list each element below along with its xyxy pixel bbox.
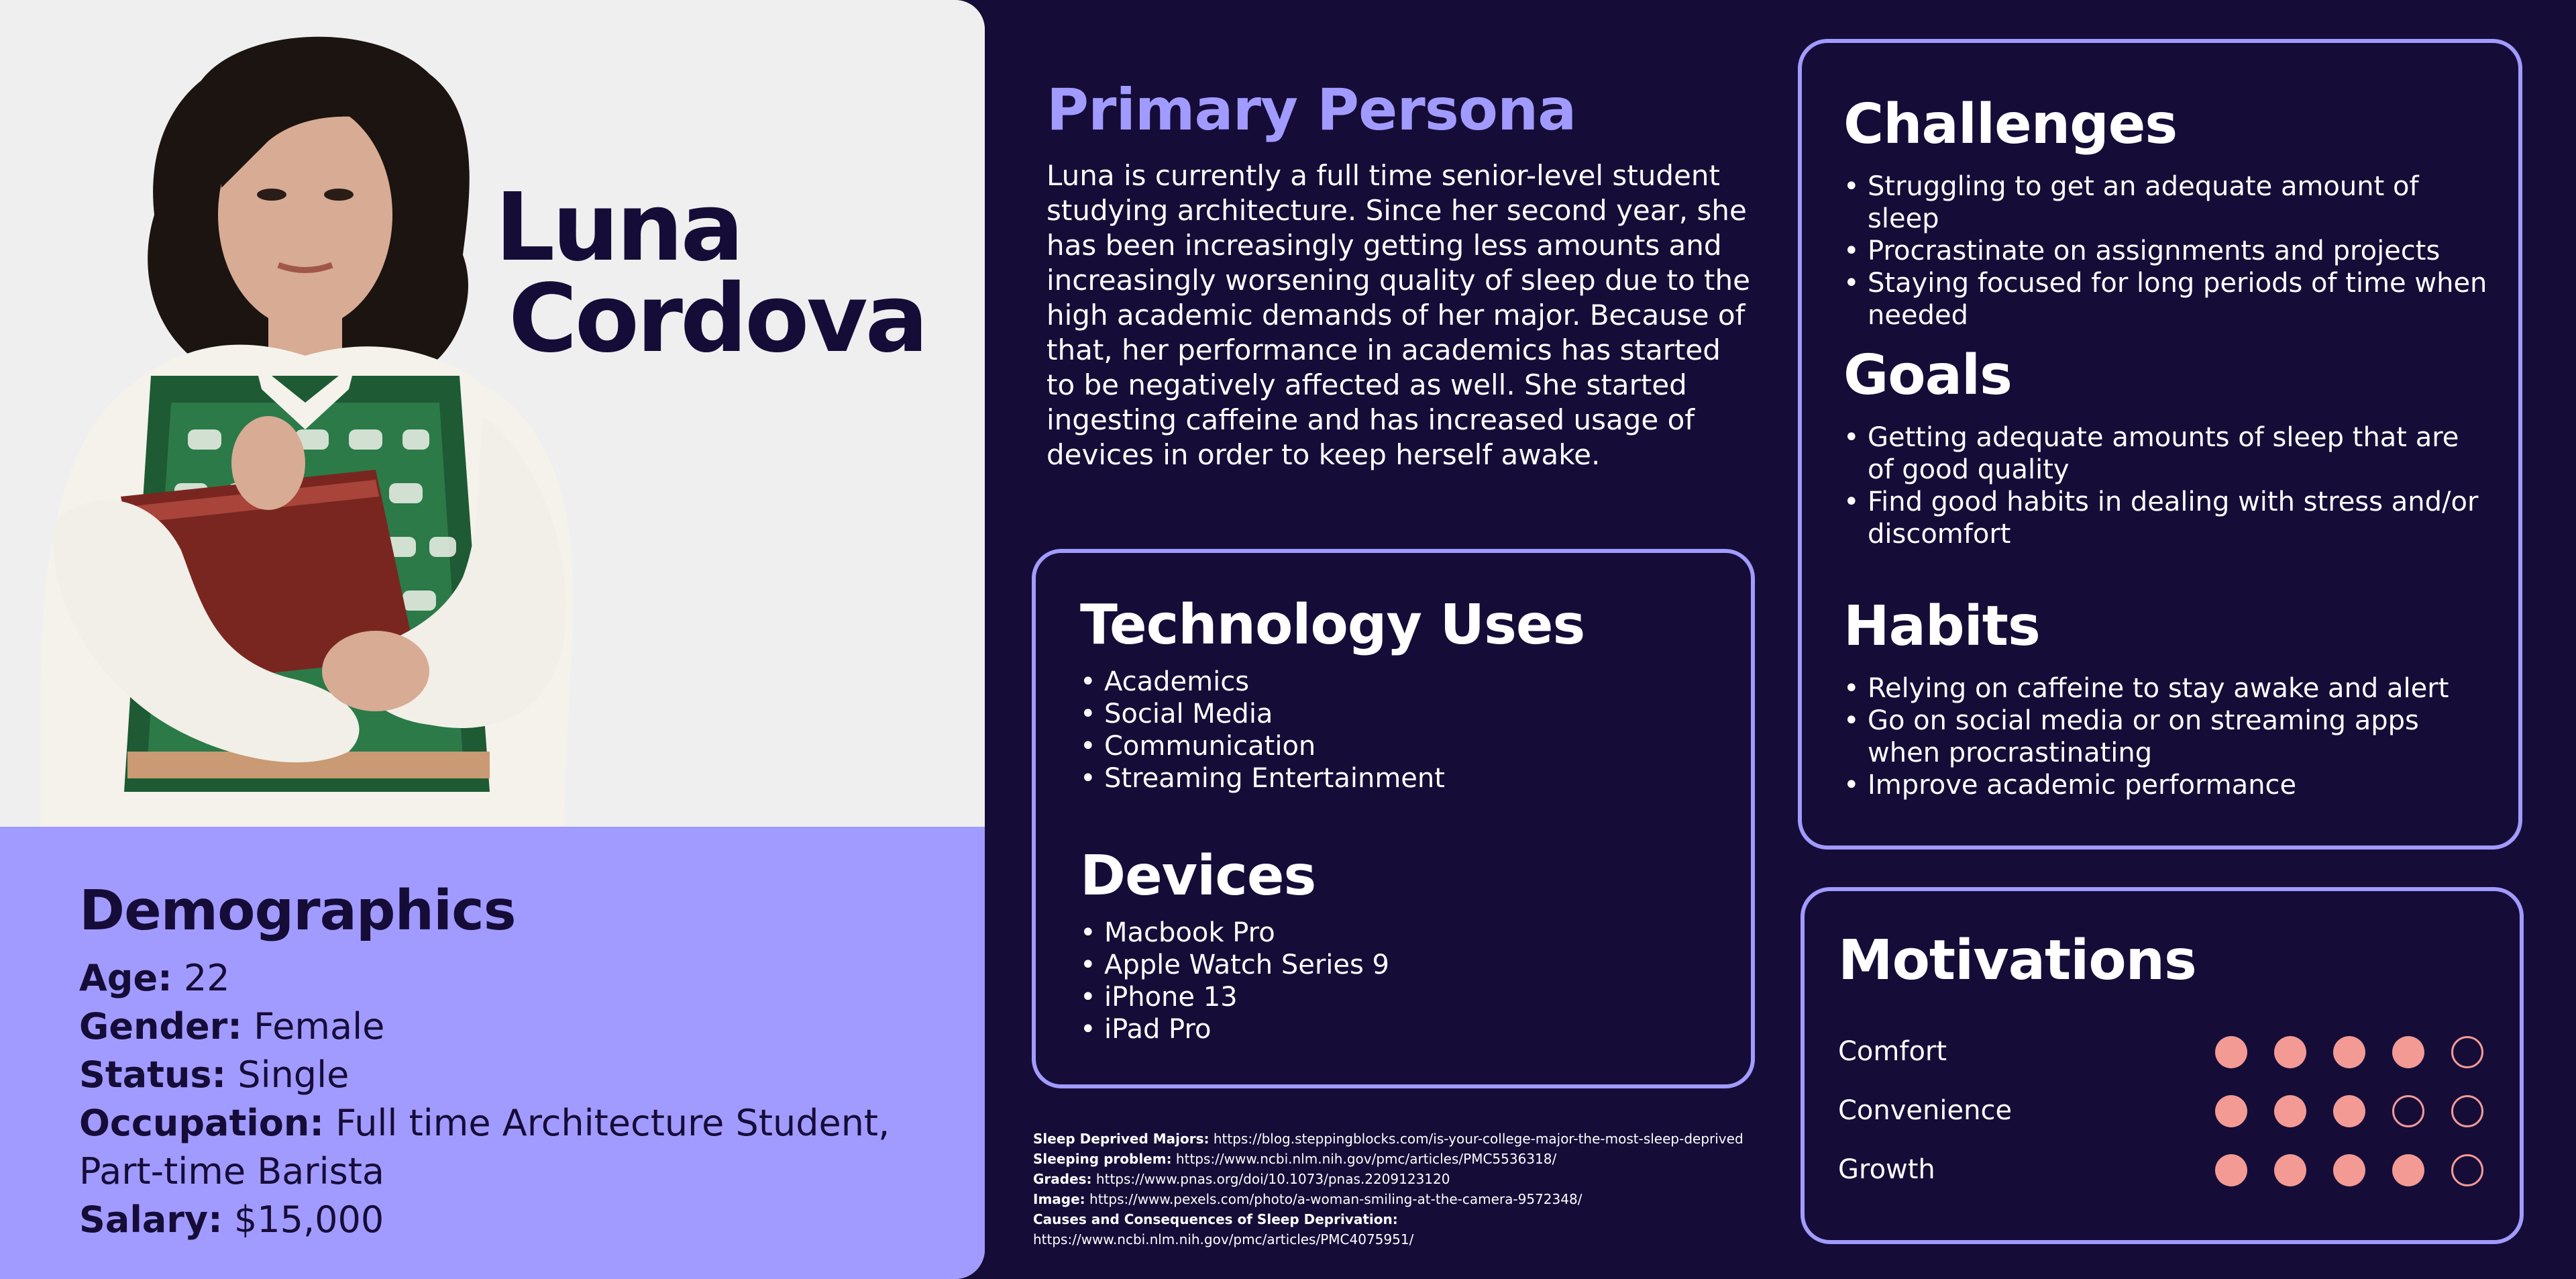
list-item: • Communication (1080, 730, 1445, 762)
challenges-list (1843, 170, 2487, 331)
list-item: • Struggling to get an adequate amount of sleep (1843, 170, 2487, 235)
source-label: Sleep Deprived Majors: (1033, 1131, 1210, 1147)
demographic-salary (79, 1196, 951, 1244)
primary-persona-title: Primary Persona (1046, 76, 1576, 144)
source-item (1033, 1149, 1784, 1169)
source-item (1033, 1229, 1784, 1249)
list-item: • Macbook Pro (1080, 917, 1389, 949)
list-item: • Relying on caffeine to stay awake and alert (1843, 672, 2487, 705)
rating-dot-filled (2333, 1095, 2365, 1127)
rating-dot-filled (2392, 1154, 2424, 1186)
source-item (1033, 1169, 1784, 1189)
list-item: • Procrastinate on assignments and projects (1843, 235, 2487, 267)
demographic-label: Occupation: (79, 1102, 324, 1144)
rating-dot-filled (2274, 1154, 2306, 1186)
list-item: • iPad Pro (1080, 1013, 1389, 1045)
source-label: Image: (1033, 1191, 1085, 1207)
technology-title: Technology Uses (1080, 593, 1585, 657)
motivation-rating (2207, 1091, 2482, 1131)
motivations-card (1801, 887, 2524, 1244)
demographic-label: Gender: (79, 1005, 242, 1047)
demographic-age (79, 954, 951, 1003)
demographic-value: 22 (172, 957, 230, 999)
list-item: • Streaming Entertainment (1080, 762, 1445, 795)
source-link[interactable]: https://www.ncbi.nlm.nih.gov/pmc/articles/PMC5536318/ (1171, 1151, 1557, 1167)
demographic-value: Full time Architecture Student, Part-time Barista (79, 1102, 890, 1192)
demographics-title: Demographics (79, 879, 516, 943)
source-label: Grades: (1033, 1171, 1092, 1187)
source-link[interactable]: https://www.pexels.com/photo/a-woman-smiling-at-the-camera-9572348/ (1085, 1191, 1582, 1207)
devices-title: Devices (1080, 844, 1316, 908)
motivation-label: Growth (1838, 1154, 1935, 1185)
motivation-row-convenience (1838, 1091, 2482, 1131)
rating-dot-filled (2392, 1036, 2424, 1068)
list-item: • Getting adequate amounts of sleep that are of good quality (1843, 421, 2487, 486)
rating-dot-empty (2451, 1036, 2483, 1068)
rating-dot-empty (2451, 1095, 2483, 1127)
technology-card (1032, 549, 1755, 1088)
source-link[interactable]: https://www.pnas.org/doi/10.1073/pnas.2209123120 (1091, 1171, 1450, 1187)
devices-list (1080, 917, 1389, 1045)
motivation-rating (2207, 1150, 2482, 1190)
source-label: Causes and Consequences of Sleep Deprivation: (1033, 1211, 1398, 1227)
rating-dot-empty (2392, 1095, 2424, 1127)
demographic-occupation (79, 1099, 951, 1196)
demographic-value: $15,000 (222, 1198, 384, 1241)
rating-dot-filled (2333, 1154, 2365, 1186)
motivation-row-growth (1838, 1150, 2482, 1190)
motivation-rating (2207, 1032, 2482, 1072)
rating-dot-filled (2333, 1036, 2365, 1068)
list-item: • Improve academic performance (1843, 769, 2487, 801)
motivation-label: Convenience (1838, 1095, 2012, 1126)
goals-title: Goals (1843, 344, 2012, 407)
persona-last-name: Cordova (508, 264, 926, 374)
persona-first-name: Luna (495, 173, 742, 283)
rating-dot-filled (2274, 1095, 2306, 1127)
sources-list (1033, 1129, 1784, 1249)
source-link[interactable]: https://blog.steppingblocks.com/is-your-college-major-the-most-sleep-deprived (1209, 1131, 1743, 1147)
rating-dot-filled (2215, 1095, 2247, 1127)
rating-dot-empty (2451, 1154, 2483, 1186)
demographic-value: Female (241, 1005, 385, 1047)
rating-dot-filled (2215, 1036, 2247, 1068)
profile-panel (0, 0, 985, 1279)
demographic-label: Age: (79, 957, 172, 999)
list-item: • Social Media (1080, 698, 1445, 730)
demographic-label: Salary: (79, 1198, 223, 1241)
motivations-title: Motivations (1838, 929, 2196, 992)
list-item: • Find good habits in dealing with stress and/or discomfort (1843, 486, 2487, 550)
source-item (1033, 1209, 1784, 1229)
motivation-row-comfort (1838, 1032, 2482, 1072)
demographic-status (79, 1051, 951, 1099)
habits-list (1843, 672, 2487, 801)
list-item: • Academics (1080, 666, 1445, 698)
list-item: • iPhone 13 (1080, 981, 1389, 1013)
demographics-list (79, 954, 951, 1244)
source-link[interactable]: https://www.ncbi.nlm.nih.gov/pmc/articles/PMC4075951/ (1033, 1231, 1414, 1247)
technology-list (1080, 666, 1445, 795)
challenges-title: Challenges (1843, 93, 2178, 156)
rating-dot-filled (2215, 1154, 2247, 1186)
primary-persona-description: Luna is currently a full time senior-level student studying architecture. Since her second year, she has been increasingly getting less amounts and increasingly worsening quality of sleep due to the high academic demands of her major. Because of that, her performance in academics has started to be negatively affected as well. She started ingesting caffeine and has increased usage of devices in order to keep herself awake. (1046, 159, 1750, 471)
persona-photo (0, 0, 985, 827)
goals-list (1843, 421, 2487, 550)
habits-title: Habits (1843, 595, 2040, 658)
source-item (1033, 1189, 1784, 1209)
demographic-value: Single (226, 1054, 350, 1096)
source-item (1033, 1129, 1784, 1149)
list-item: • Go on social media or on streaming apps when procrastinating (1843, 705, 2487, 769)
challenges-goals-habits-card (1798, 39, 2522, 850)
motivation-label: Comfort (1838, 1036, 1947, 1067)
demographic-gender (79, 1003, 951, 1051)
list-item: • Staying focused for long periods of time when needed (1843, 267, 2487, 331)
source-label: Sleeping problem: (1033, 1151, 1172, 1167)
demographic-label: Status: (79, 1054, 227, 1096)
demographics-panel (0, 827, 985, 1279)
rating-dot-filled (2274, 1036, 2306, 1068)
persona-name (495, 173, 926, 374)
list-item: • Apple Watch Series 9 (1080, 949, 1389, 981)
